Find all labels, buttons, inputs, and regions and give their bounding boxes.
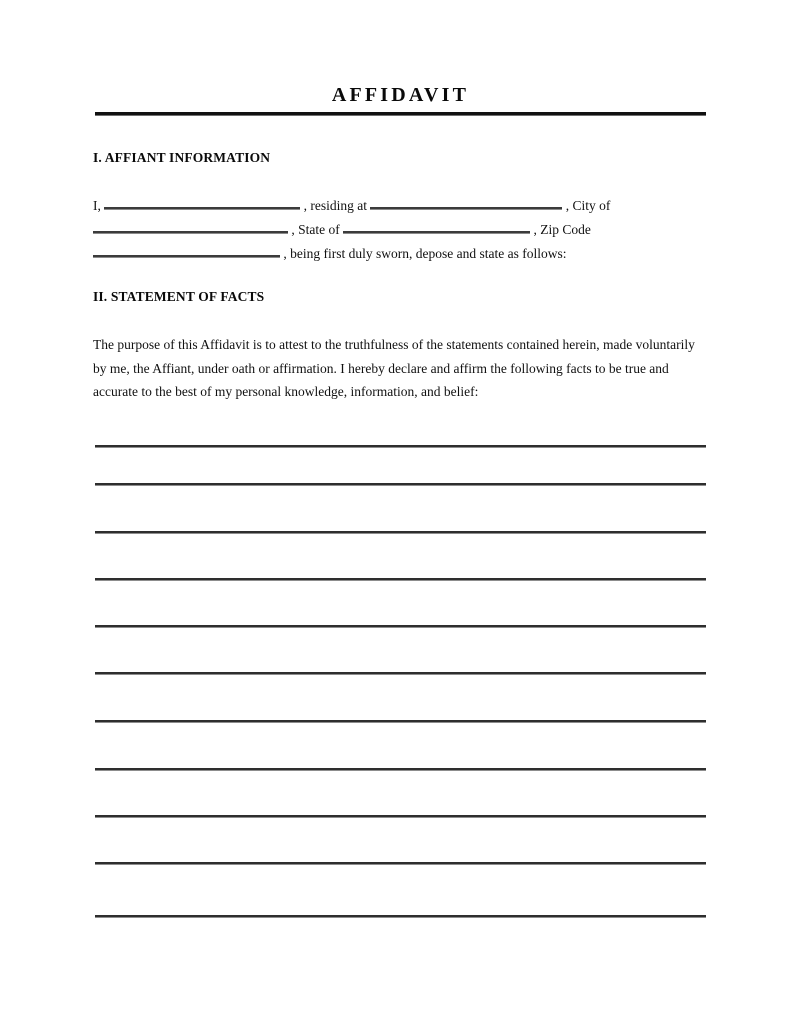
state-of-label: , State of [291,222,340,237]
writing-line[interactable] [95,483,706,486]
residing-at-label: , residing at [303,198,367,213]
writing-line-shadow [95,674,706,675]
writing-line[interactable] [95,815,706,818]
writing-line-shadow [95,864,706,865]
writing-line[interactable] [95,915,706,918]
writing-line[interactable] [95,445,706,448]
writing-line-shadow [95,627,706,628]
writing-line[interactable] [95,625,706,628]
page-title: AFFIDAVIT [331,84,470,106]
writing-line[interactable] [95,672,706,675]
writing-line[interactable] [95,862,706,865]
writing-line-shadow [95,447,706,448]
section-heading-statement-of-facts: II. STATEMENT OF FACTS [93,289,265,304]
writing-line-shadow [95,770,706,771]
writing-line[interactable] [95,578,706,581]
sworn-clause-label: , being first duly sworn, depose and state as follows: [283,246,567,261]
zip-code-label: , Zip Code [533,222,591,237]
statement-of-facts-paragraph: The purpose of this Affidavit is to attest to the truthfulness of the statements contained herein, made voluntarily by me, the Affiant, under oath or affirmation. I hereby declare and affirm the following facts to be true and accurate to the best of my personal knowledge, information, and belief: [93,337,695,400]
writing-line[interactable] [95,768,706,771]
writing-line-shadow [95,485,706,486]
section-heading-affiant-information: I. AFFIANT INFORMATION [93,150,271,165]
writing-line-shadow [95,580,706,581]
writing-line-shadow [95,817,706,818]
city-of-label: , City of [565,198,611,213]
writing-line-shadow [95,917,706,918]
writing-line[interactable] [95,531,706,534]
writing-line[interactable] [95,720,706,723]
writing-line-shadow [95,722,706,723]
i-prefix-label: I, [93,198,101,213]
writing-line-shadow [95,533,706,534]
statement-writing-lines [95,0,706,1035]
